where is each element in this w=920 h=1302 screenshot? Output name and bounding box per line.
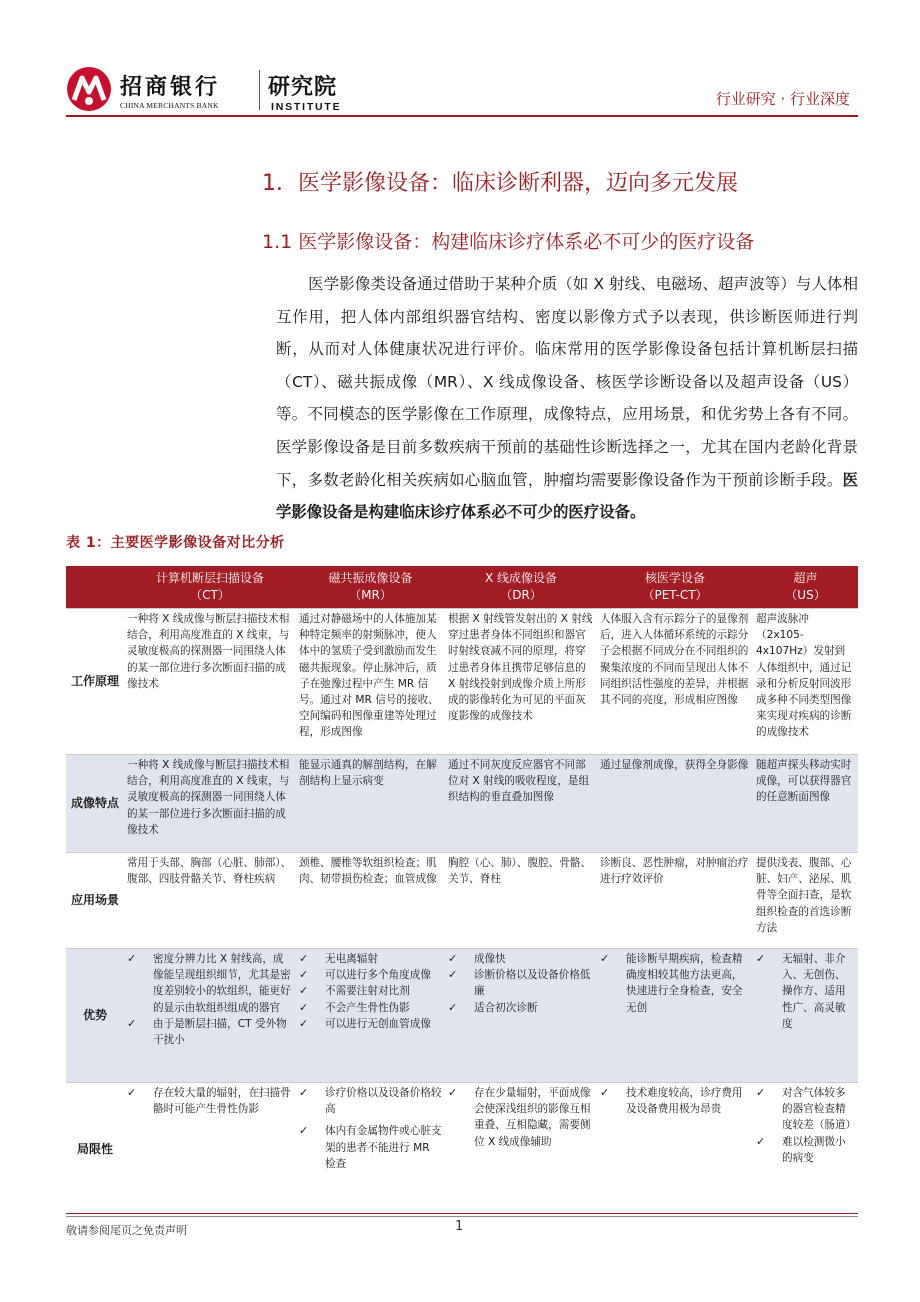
table-cell: 通过显像剂成像，获得全身影像 xyxy=(597,755,753,853)
table-cell xyxy=(753,1083,858,1217)
table-row-advantages xyxy=(66,949,858,1083)
table-row-imaging xyxy=(66,755,858,853)
table-caption: 表 1：主要医学影像设备对比分析 xyxy=(66,535,285,551)
check-icon: ✓ xyxy=(299,968,309,982)
table-cell: 随超声探头移动实时成像，可以获得器官的任意断面图像 xyxy=(753,755,858,853)
list-item: ✓ 体内有金属物件或心脏支架的患者不能进行 MR 检查 xyxy=(299,1124,442,1170)
check-icon: ✓ xyxy=(299,1086,309,1099)
limitation-list xyxy=(299,1085,442,1172)
table-cell xyxy=(753,949,858,1083)
check-icon: ✓ xyxy=(299,1124,309,1138)
check-icon: ✓ xyxy=(756,1086,766,1099)
table-cell: 颈椎、腰椎等软组织检查；肌肉、韧带损伤检查；血管成像 xyxy=(296,853,445,949)
cmb-logo-icon xyxy=(66,66,112,112)
paragraph-bold-text: 医学影像设备是构建临床诊疗体系必不可少的医疗设备。 xyxy=(276,470,858,522)
list-item: ✓ 不会产生骨性伪影 xyxy=(299,1000,442,1016)
table-cell xyxy=(445,1083,597,1217)
advantage-list xyxy=(600,951,750,1016)
footer-disclaimer: 敬请参阅尾页之免责声明 xyxy=(66,1224,187,1237)
table-cell: 通过不同灰度反应器官不同部位对 X 射线的吸收程度，是组织结构的垂直叠加图像 xyxy=(445,755,597,853)
check-icon: ✓ xyxy=(299,984,309,998)
row-label: 工作原理 xyxy=(66,609,124,755)
table-cell: 根据 X 射线管发射出的 X 射线穿过患者身体不同组织和器官时射线衰减不同的原理，将穿过患者身体且携带足够信息的 X 射线投射到成像介质上所形成的影像转化为可见的平面灰度影像的成像技术 xyxy=(445,609,597,755)
comparison-table xyxy=(66,566,858,1217)
table-cell: 超声波脉冲（2x105-4x107Hz）发射到人体组织中，通过记录和分析反射回波形成多种不同类型图像来实现对疾病的诊断的成像技术 xyxy=(753,609,858,755)
row-label: 优势 xyxy=(66,949,124,1083)
check-icon: ✓ xyxy=(448,952,458,965)
report-tag: 行业研究 · 行业深度 xyxy=(715,90,850,108)
table-cell: 常用于头部、胸部（心脏、肺部）、腹部、四肢骨骼关节、脊柱疾病 xyxy=(124,853,296,949)
table-cell: 一种将 X 线成像与断层扫描技术相结合，利用高度准直的 X 线束，与灵敏度极高的探测器一同围绕人体的某一部位进行多次断面扫描的成像技术 xyxy=(124,609,296,755)
table-row-principle xyxy=(66,609,858,755)
list-item: ✓ 可以进行多个角度成像 xyxy=(299,967,442,983)
table-cell: 人体服入含有示踪分子的显像剂后，进入人体循环系统的示踪分子会根据不同成分在不同组织的聚集浓度的不同而呈现出人体不同组织活性强度的差异，并根据其不同的亮度，形成相应图像 xyxy=(597,609,753,755)
list-item: ✓ 不需要注射对比剂 xyxy=(299,983,442,999)
list-item: ✓ 无电离辐射 xyxy=(299,951,442,967)
table-cell: 能显示通真的解剖结构，在解剖结构上显示病变 xyxy=(296,755,445,853)
column-header-dr: X 线成像设备 （DR） xyxy=(445,566,597,609)
column-header-mr: 磁共振成像设备 （MR） xyxy=(296,566,445,609)
row-label: 成像特点 xyxy=(66,755,124,853)
page-header xyxy=(0,0,920,120)
check-icon: ✓ xyxy=(299,1000,309,1014)
table-cell: 提供浅表、腹部、心脏、妇产、泌尿、肌骨等全面扫查，是软组织检查的首选诊断方法 xyxy=(753,853,858,949)
table-cell: 一种将 X 线成像与断层扫描技术相结合，利用高度准直的 X 线束，与灵敏度极高的探测器一同围绕人体的某一部位进行多次断面扫描的成像技术 xyxy=(124,755,296,853)
check-icon: ✓ xyxy=(127,1086,137,1099)
list-item: ✓ 由于是断层扫描，CT 受外物干扰小 xyxy=(127,1016,287,1047)
list-item: ✓ 无辐射、非介入、无创伤、操作方、适用性广、高灵敏度 xyxy=(756,952,846,1030)
paragraph-text: 医学影像类设备通过借助于某种介质（如 X 射线、电磁场、超声波等）与人体相互作用，把人体内部组织器官结构、密度以影像方式予以表现，供诊断医师进行判断，从而对人体健康状况进行评价。临床常用的医学影像设备包括计算机断层扫描（CT）、磁共振成像（MR）、X 线成像设备、核医学诊断设备以及超声设备（US）等。不同模态的医学影像在工作原理，成像特点，应用场景，和优劣势上各有不同。医学影像设备是目前多数疾病干预前的基础性诊断选择之一，尤其在国内老龄化背景下，多数老龄化相关疾病如心脑血管，肿瘤均需要影像设备作为干预前诊断手段。 xyxy=(276,275,858,489)
table-header-row xyxy=(66,566,858,609)
table-cell: 通过对静磁场中的人体施加某种特定频率的射频脉冲，使人体中的氢质子受到激励而发生磁共振现象。停止脉冲后，质子在弛豫过程中产生 MR 信号。通过对 MR 信号的接收、空间编码和图像重建等处理过程，形成图像 xyxy=(296,609,445,755)
list-item: ✓ 能诊断早期疾病，检查精确度相较其他方法更高，快速进行全身检查，安全无创 xyxy=(600,952,743,1014)
table-cell xyxy=(296,1083,445,1217)
check-icon: ✓ xyxy=(756,1134,766,1148)
check-icon: ✓ xyxy=(127,1016,137,1030)
row-label: 应用场景 xyxy=(66,853,124,949)
page-number: 1 xyxy=(455,1219,464,1234)
list-item: ✓ 诊疗价格以及设备价格较高 xyxy=(299,1086,442,1116)
list-item: ✓ 难以检测微小的病变 xyxy=(756,1134,846,1164)
check-icon: ✓ xyxy=(756,952,766,965)
list-item: ✓ 对含气体较多的器官检查精度较差（肠道） xyxy=(756,1086,857,1132)
check-icon: ✓ xyxy=(600,1086,610,1099)
advantage-list xyxy=(127,951,293,1048)
institute-name-en: INSTITUTE xyxy=(271,101,342,113)
table-cell xyxy=(124,1083,296,1217)
subsection-heading: 1.1 医学影像设备：构建临床诊疗体系必不可少的医疗设备 xyxy=(262,231,755,253)
column-header-us: 超声 （US） xyxy=(753,566,858,609)
list-item: ✓ 技术难度较高，诊疗费用及设备费用极为昂贵 xyxy=(600,1086,743,1116)
list-item: ✓ 可以进行无创血管成像 xyxy=(299,1016,442,1032)
check-icon: ✓ xyxy=(299,1016,309,1030)
list-item: ✓ 存在较大量的辐射，在扫描骨骼时可能产生骨性伪影 xyxy=(127,1086,291,1116)
limitation-list xyxy=(756,1085,855,1166)
limitation-list xyxy=(127,1085,293,1117)
limitation-list xyxy=(600,1085,750,1117)
header-rule xyxy=(66,115,858,117)
column-header-ct: 计算机断层扫描设备 （CT） xyxy=(124,566,296,609)
section-heading: 1．医学影像设备：临床诊断利器，迈向多元发展 xyxy=(262,171,738,196)
list-item: ✓ 适合初次诊断 xyxy=(448,1000,594,1016)
advantage-list xyxy=(448,951,594,1016)
table-row-limitations xyxy=(66,1083,858,1217)
list-item: ✓ 存在少量辐射，平面成像会使深浅组织的影像互相重叠、互相隐藏，需要侧位 X 线成像辅助 xyxy=(448,1086,591,1148)
institute-name-cn: 研究院 xyxy=(268,75,338,100)
table-cell xyxy=(597,949,753,1083)
check-icon: ✓ xyxy=(448,1086,458,1099)
table-cell xyxy=(296,949,445,1083)
limitation-list xyxy=(448,1085,594,1150)
table-cell: 诊断良、恶性肿瘤，对肿瘤治疗进行疗效评价 xyxy=(597,853,753,949)
footer-rule xyxy=(66,1213,858,1214)
check-icon: ✓ xyxy=(600,952,610,965)
table-cell: 胸腔（心、肺）、腹腔、骨骼、关节、脊柱 xyxy=(445,853,597,949)
check-icon: ✓ xyxy=(448,1000,458,1014)
check-icon: ✓ xyxy=(299,952,309,965)
bank-name-en: CHINA MERCHANTS BANK xyxy=(120,101,219,110)
list-item: ✓ 密度分辨力比 X 射线高，成像能呈现组织细节，尤其是密度差别较小的软组织，能更好的显示由软组织组成的器官 xyxy=(127,952,291,1014)
row-label: 局限性 xyxy=(66,1083,124,1217)
table-cell xyxy=(445,949,597,1083)
body-paragraph xyxy=(276,268,858,529)
table-cell xyxy=(597,1083,753,1217)
column-header-pet-ct: 核医学设备 （PET-CT） xyxy=(597,566,753,609)
check-icon: ✓ xyxy=(448,968,458,982)
table-cell xyxy=(124,949,296,1083)
header-divider xyxy=(259,70,260,110)
list-item: ✓ 诊断价格以及设备价格低廉 xyxy=(448,968,591,998)
header-corner xyxy=(66,566,124,609)
list-item: ✓ 成像快 xyxy=(448,951,594,967)
advantage-list xyxy=(756,951,855,1032)
table-row-application xyxy=(66,853,858,949)
advantage-list xyxy=(299,951,442,1032)
bank-name-cn: 招商银行 xyxy=(120,75,221,100)
check-icon: ✓ xyxy=(127,952,137,965)
